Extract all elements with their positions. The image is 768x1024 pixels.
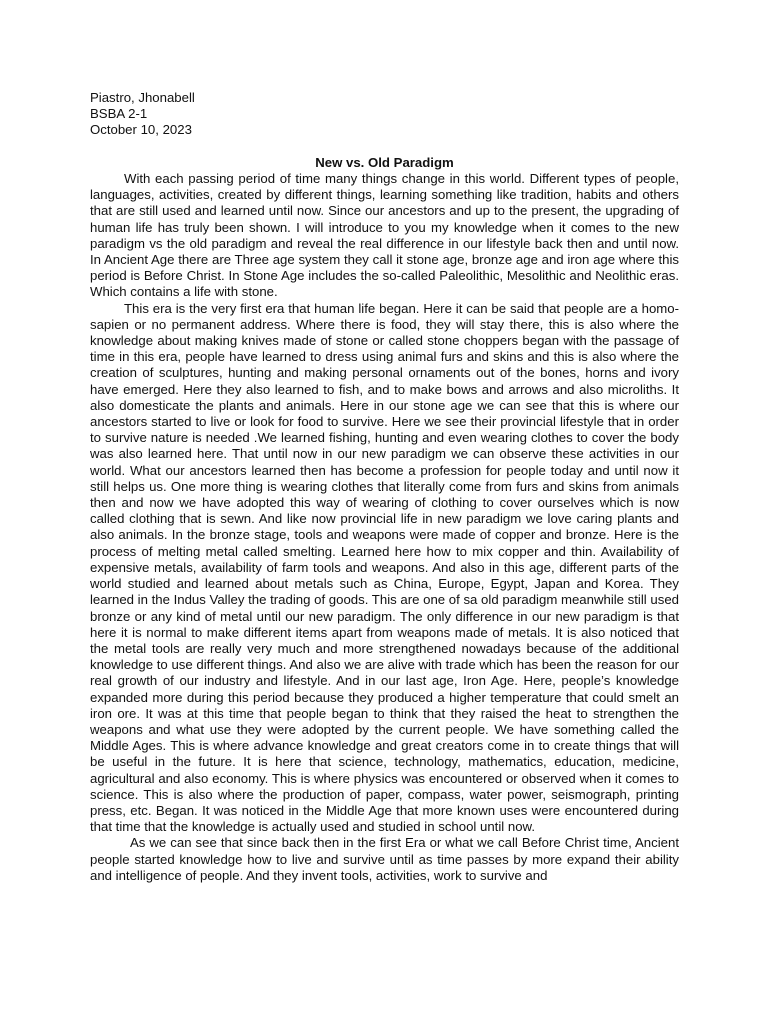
author-name: Piastro, Jhonabell [90, 90, 195, 105]
paragraph-conclusion: As we can see that since back then in the first Era or what we call Before Christ time, Ancient people started knowledge how to live and survive until as time passes by more expand their ability and intelligence of people. And they invent tools, activities, work to survive and [90, 835, 679, 883]
document-page [90, 90, 679, 884]
paragraph-intro: With each passing period of time many things change in this world. Different types of people, languages, activities, created by different things, learning something like tradition, habits and others that are still used and learned until now. Since our ancestors and up to the present, the upgrading of human life has truly been shown. I will introduce to you my knowledge when it comes to the new paradigm vs the old paradigm and reveal the real difference in our lifestyle back then and until now. In Ancient Age there are Three age system they call it stone age, bronze age and iron age where this period is Before Christ. In Stone Age includes the so-called Paleolithic, Mesolithic and Neolithic eras. Which contains a life with stone. [90, 171, 679, 300]
document-date: October 10, 2023 [90, 122, 192, 138]
paragraph-body: This era is the very first era that human life began. Here it can be said that people are a homo-sapien or no permanent address. Where there is food, they will stay there, this is also where the knowledge about making knives made of stone or called stone choppers began with the passage of time in this era, people have learned to dress using animal furs and skins and this is also where the creation of sculptures, hunting and making personal ornaments out of the bones, horns and ivory have emerged. Here they also learned to fish, and to make bows and arrows and also microliths. It also domesticate the plants and animals. Here in our stone age we can see that this is where our ancestors started to live or look for food to survive. Here we see their provincial lifestyle that in order to survive nature is needed .We learned fishing, hunting and even wearing clothes to cover the body was also learned here. That until now in our new paradigm we can observe these activities in our world. What our ancestors learned then has become a profession for people today and until now it still helps us. One more thing is wearing clothes that literally come from furs and skins from animals then and now we have adopted this way of wearing of clothing to cover ourselves which is now called clothing that is sewn. And like now provincial life in new paradigm we love caring plants and also animals. In the bronze stage, tools and weapons were made of copper and bronze. Here is the process of melting metal called smelting. Learned here how to mix copper and thin. Availability of expensive metals, availability of farm tools and weapons. And also in this age, different parts of the world studied and learned about metals such as China, Europe, Egypt, Japan and Korea. They learned in the Indus Valley the trading of goods. This are one of sa old paradigm meanwhile still used bronze or any kind of metal until our new paradigm. The only difference in our new paradigm is that here it is normal to make different items apart from weapons made of metals. It is also noticed that the metal tools are really very much and more strengthened nowadays because of the additional knowledge to use different things. And also we are alive with trade which has been the reason for our real growth of our industry and lifestyle. And in our last age, Iron Age. Here, people’s knowledge expanded more during this period because they produced a higher temperature that could smelt an iron ore. It was at this time that people began to think that they raised the heat to strengthen the weapons and what use they were adopted by the current people. We have something called the Middle Ages. This is where advance knowledge and great creators come in to create things that will be useful in the future. It is here that science, technology, mathematics, education, medicine, agricultural and also economy. This is where physics was encountered or observed when it comes to science. This is also where the production of paper, compass, water power, seismograph, printing press, etc. Began. It was noticed in the Middle Age that more known uses were encountered during that time that the knowledge is actually used and studied in school until now. [90, 300, 679, 835]
course-section: BSBA 2-1 [90, 106, 148, 122]
blank-line [90, 139, 679, 155]
essay-title: New vs. Old Paradigm [315, 154, 454, 170]
